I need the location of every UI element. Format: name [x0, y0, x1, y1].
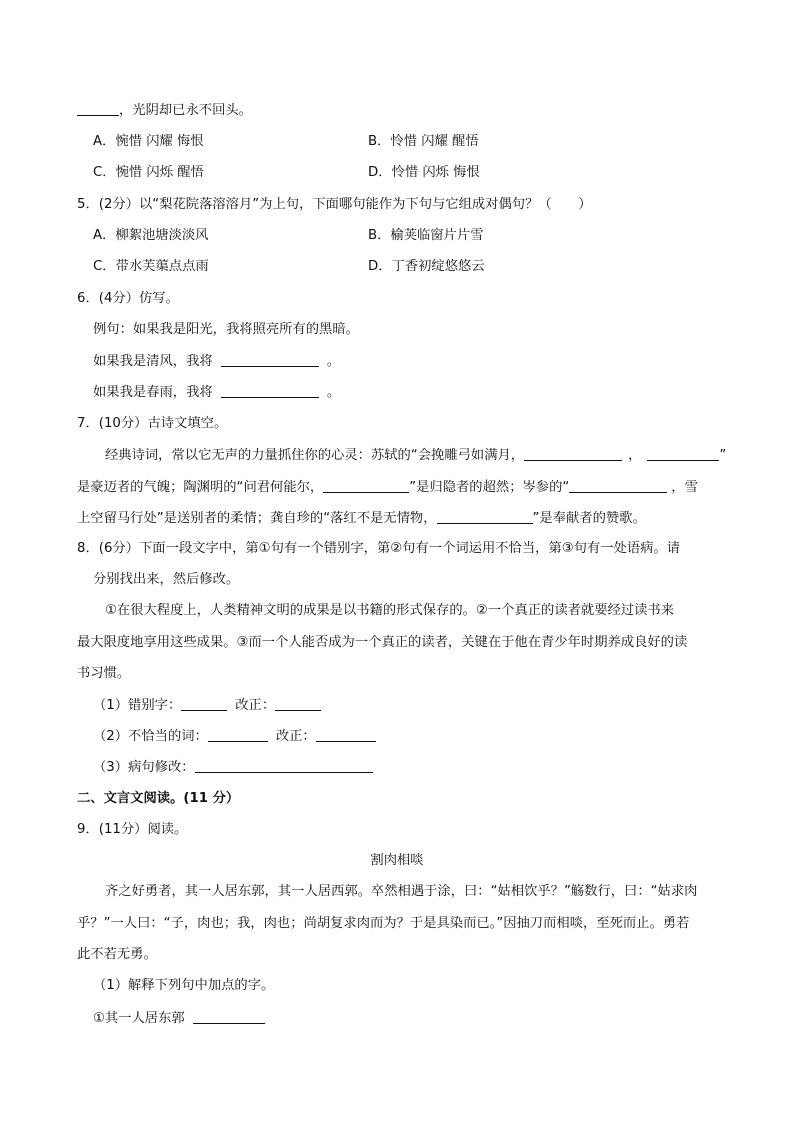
q7-paragraph-line-2: 是豪迈者的气魄；陶渊明的“问君何能尔， ”是归隐者的超然；岑参的“ ，雪: [77, 480, 698, 495]
q8-passage-line-1: ①在很大程度上，人类精神文明的成果是以书籍的形式保存的。②一个真正的读者就要经过读书来: [105, 603, 675, 618]
q5-option-a: A．柳絮池塘淡淡风: [93, 228, 209, 243]
passage-line-3: 此不若无勇。: [77, 947, 157, 962]
q4-option-c: C．惋惜 闪烁 醒悟: [93, 165, 204, 180]
q5-option-d: D．丁香初绽悠悠云: [368, 259, 485, 274]
passage-line-1: 齐之好勇者，其一人居东郭，其一人居西郭。卒然相遇于涂，曰：“姑相饮乎？”觞数行，曰：“姑求肉: [105, 884, 698, 899]
answer-blank[interactable]: [221, 383, 319, 398]
passage-line-2: 乎？”一人曰：“子，肉也；我，肉也；尚胡复求肉而为？于是具染而已。”因抽刀而相啖，至死而止。勇若: [77, 916, 690, 931]
answer-blank[interactable]: [221, 352, 319, 367]
passage-title: 割肉相啖: [370, 853, 424, 868]
q8-sub-2: （2）不恰当的词： 改正：: [93, 727, 376, 746]
q7-paragraph-line-1: 经典诗词，常以它无声的力量抓住你的心灵：苏轼的“会挽雕弓如满月， ， ”: [105, 448, 727, 463]
q4-option-d: D．怜惜 闪烁 悔恨: [368, 165, 480, 180]
q7-stem: 7．(10分）古诗文填空。: [77, 416, 228, 431]
q8-sub-1: （1）错别字： 改正：: [93, 696, 321, 715]
answer-blank[interactable]: [316, 727, 376, 742]
q6-example: 例句：如果我是阳光，我将照亮所有的黑暗。: [93, 322, 359, 337]
section-heading: 二、文言文阅读。(11 分）: [77, 791, 240, 806]
q4-option-a: A．惋惜 闪耀 悔恨: [93, 134, 204, 149]
answer-blank[interactable]: [647, 446, 719, 461]
answer-blank[interactable]: [275, 696, 321, 711]
answer-blank[interactable]: [193, 1009, 265, 1024]
q9-sub-1: （1）解释下列句中加点的字。: [93, 978, 275, 993]
answer-blank[interactable]: [323, 478, 409, 493]
q8-passage-line-2: 最大限度地享用这些成果。③而一个人能否成为一个真正的读者，关键在于他在青少年时期养成良好的读: [77, 635, 688, 650]
q9-stem: 9．(11分）阅读。: [77, 822, 188, 837]
q6-stem: 6．(4分）仿写。: [77, 291, 179, 306]
answer-blank[interactable]: [77, 101, 119, 116]
answer-blank[interactable]: [569, 478, 667, 493]
q6-item-1: 如果我是清风，我将 。: [93, 354, 341, 369]
q8-passage-line-3: 书习惯。: [77, 666, 131, 681]
q5-option-b: B．榆荚临窗片片雪: [368, 228, 484, 243]
answer-blank[interactable]: [524, 446, 622, 461]
q8-sub-3: （3）病句修改：: [93, 758, 373, 777]
answer-blank[interactable]: [181, 696, 227, 711]
q4-stem-end: ，光阴却已永不回头。: [77, 101, 252, 120]
answer-blank[interactable]: [208, 727, 268, 742]
q6-item-2: 如果我是春雨，我将 。: [93, 385, 341, 400]
q5-option-c: C．带水芙蕖点点雨: [93, 259, 209, 274]
q4-option-b: B．怜惜 闪耀 醒悟: [368, 134, 479, 149]
q9-sub-1-item-1: ①其一人居东郭: [93, 1009, 265, 1028]
q8-stem: 8．(6分）下面一段文字中，第①句有一个错别字，第②句有一个词运用不恰当，第③句有一处语病。请: [77, 541, 681, 556]
answer-blank[interactable]: [437, 509, 533, 524]
q5-stem: 5．(2分）以“梨花院落溶溶月”为上句，下面哪句能作为下句与它组成对偶句？（ ）: [77, 197, 592, 212]
answer-blank[interactable]: [195, 758, 373, 773]
q8-stem-cont: 分别找出来，然后修改。: [93, 572, 240, 587]
q7-paragraph-line-3: 上空留马行处”是送别者的柔情；龚自珍的“落红不是无情物， ”是奉献者的赞歌。: [77, 511, 646, 526]
